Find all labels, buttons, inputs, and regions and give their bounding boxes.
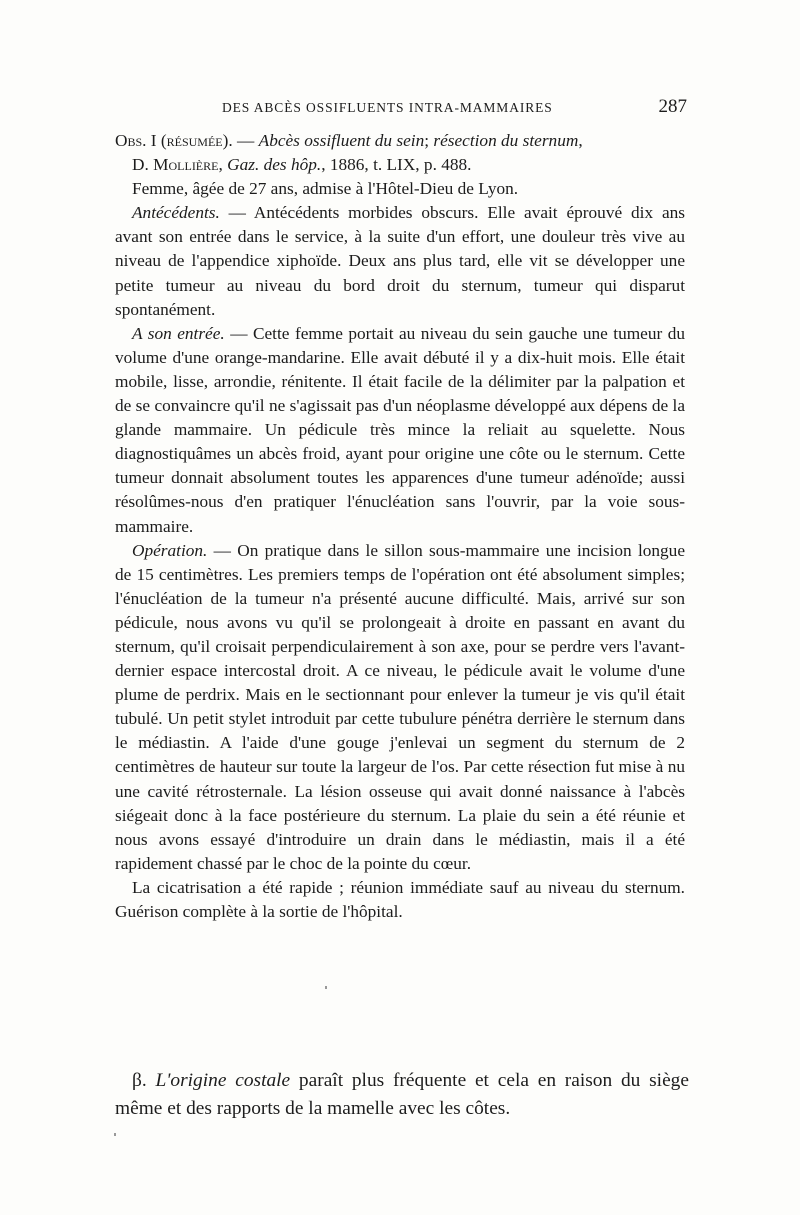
beta-text: paraît plus fréquente et cela en raison du siège même et des rapports de la mamelle avec les côtes.	[115, 1070, 689, 1119]
citation-line	[115, 129, 685, 153]
beta-paragraph	[115, 1067, 689, 1123]
citation-author: D. Mollière	[132, 155, 219, 175]
citation-journal-pre: ,	[218, 155, 228, 175]
antecedents-paragraph	[115, 201, 685, 321]
paper-speck	[325, 986, 327, 989]
beta-section	[115, 1067, 689, 1123]
page-number: 287	[658, 96, 687, 117]
obs-label: Obs. I (résumée). —	[115, 131, 259, 150]
beta-heading: L'origine costale	[155, 1070, 291, 1091]
citation-sep: ;	[424, 131, 434, 150]
entree-text: — Cette femme portait au niveau du sein gauche une tumeur du volume d'une orange-mandarine. Elle avait débuté il y a dix-huit mois. Elle était mobile, lisse, arrondie, rénitente. Il était facile de la délimiter par la palpation et de se convaincre qu'il ne s'agissait pas d'un néoplasme développé aux dépens de la glande mammaire. Un pédicule très mince la reliait au squelette. Nous diagnostiquâmes un abcès froid, ayant pour origine une côte ou le sternum. Cette tumeur donnait absolument toutes les apparences d'une tumeur adénoïde; aussi résolûmes-nous d'en pratiquer l'énucléation sans l'ouvrir, par la voie sous-mammaire.	[115, 323, 686, 536]
citation-subtitle: résection du sternum	[433, 131, 579, 150]
conclusion-paragraph: La cicatrisation a été rapide ; réunion immédiate sauf au niveau du sternum. Guérison complète à la sortie de l'hôpital.	[115, 877, 685, 921]
operation-paragraph	[115, 539, 685, 876]
beta-marker: β.	[132, 1070, 147, 1091]
citation-comma: ,	[578, 131, 583, 150]
running-head: DES ABCÈS OSSIFLUENTS INTRA-MAMMAIRES	[222, 100, 553, 115]
antecedents-heading: Antécédents.	[132, 203, 220, 223]
page-header	[222, 96, 687, 120]
citation-source	[115, 153, 685, 177]
paper-speck	[114, 1133, 116, 1136]
entree-paragraph	[115, 322, 685, 539]
operation-text: — On pratique dans le sillon sous-mammaire une incision longue de 15 centimètres. Les premiers temps de l'opération ont été absolument simples; l'énucléation de la tumeur n'a présenté aucune difficulté. Mais, arrivé sur son pédicule, nous avons vu qu'il se prolongeait à droite en passant en avant du sternum, qu'il croisait perpendiculairement à son axe, pour se perdre vers l'avant-dernier espace intercostal droit. A ce niveau, le pédicule avait le volume d'une plume de perdrix. Mais en le sectionnant pour enlever la tumeur je vis qu'il était tubulé. Un petit stylet introduit par cette tubulure pénétra derrière le sternum dans le médiastin. A l'aide d'une gouge j'enlevai un segment du sternum de 2 centimètres de hauteur sur toute la largeur de l'os. Par cette résection fut mise à nu une cavité rétrosternale. La lésion osseuse qui avait donné naissance à l'abcès siégeait donc à la face postérieure du sternum. La plaie du sein a été réunie et nous avons essayé d'introduire un drain dans le médiastin, mais il a été rapidement chassé par le choc de la pointe du cœur.	[115, 540, 685, 873]
citation-title: Abcès ossifluent du sein	[258, 131, 425, 150]
antecedents-text: — Antécédents morbides obscurs. Elle avait éprouvé dix ans avant son entrée dans le service, à la suite d'un effort, une douleur très vive au niveau de l'appendice xiphoïde. Deux ans plus tard, elle vit se développer une petite tumeur au niveau du bord droit du sternum, tumeur qui disparut spontanément.	[115, 203, 685, 319]
operation-heading: Opération.	[132, 540, 208, 560]
observation-body	[115, 129, 685, 924]
citation-journal: Gaz. des hôp.	[227, 155, 322, 175]
entree-heading: A son entrée.	[132, 323, 225, 343]
citation-ref: , 1886, t. LIX, p. 488.	[321, 155, 472, 175]
patient-paragraph: Femme, âgée de 27 ans, admise à l'Hôtel-Dieu de Lyon.	[132, 179, 519, 199]
